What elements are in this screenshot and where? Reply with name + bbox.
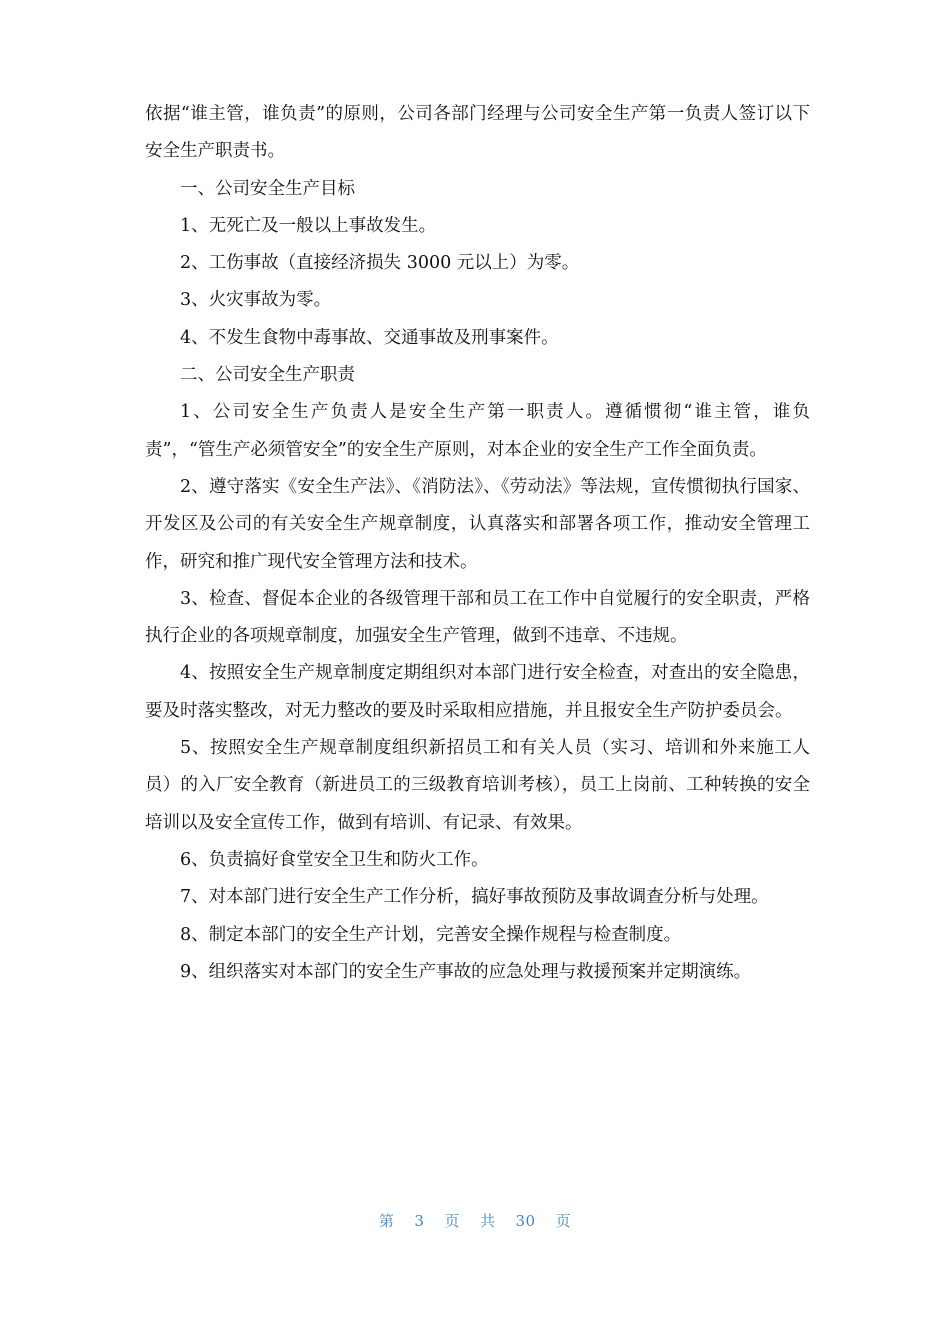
paragraph: 4、不发生食物中毒事故、交通事故及刑事案件。 (180, 327, 559, 348)
total-pages: 30 (515, 1212, 536, 1230)
footer-ye2: 页 (555, 1212, 572, 1230)
section-heading: 一、公司安全生产目标 (180, 178, 355, 199)
footer-gong: 共 (479, 1212, 496, 1230)
paragraph: 6、负责搞好食堂安全卫生和防火工作。 (180, 849, 489, 870)
paragraph: 2、工伤事故（直接经济损失 3000 元以上）为零。 (180, 253, 580, 274)
paragraph: 依据“谁主管，谁负责”的原则，公司各部门经理与公司安全生产第一负责人签订以下安全生产职责书。 (145, 104, 810, 162)
paragraph: 2、遵守落实《安全生产法》、《消防法》、《劳动法》等法规，宣传惯彻执行国家、开发区及公司的有关安全生产规章制度，认真落实和部署各项工作，推动安全管理工作，研究和推广现代安全管理方法和技术。 (145, 476, 810, 572)
paragraph: 7、对本部门进行安全生产工作分析，搞好事故预防及事故调查分析与处理。 (180, 887, 769, 908)
paragraph: 1、无死亡及一般以上事故发生。 (180, 215, 437, 236)
document-body (145, 96, 810, 991)
paragraph: 9、组织落实对本部门的安全生产事故的应急处理与救援预案并定期演练。 (180, 961, 752, 982)
paragraph: 4、按照安全生产规章制度定期组织对本部门进行安全检查，对查出的安全隐患，要及时落实整改，对无力整改的要及时采取相应措施，并且报安全生产防护委员会。 (145, 663, 810, 721)
paragraph: 8、制定本部门的安全生产计划，完善安全操作规程与检查制度。 (180, 924, 682, 945)
section-heading: 二、公司安全生产职责 (180, 365, 355, 386)
paragraph: 3、火灾事故为零。 (180, 290, 332, 311)
page-footer (0, 1210, 950, 1231)
paragraph: 1、公司安全生产负责人是安全生产第一职责人。遵循惯彻“谁主管，谁负责”，“管生产必须管安全”的安全生产原则，对本企业的安全生产工作全面负责。 (145, 402, 810, 460)
footer-ye: 页 (444, 1212, 460, 1230)
page-number: 3 (414, 1212, 425, 1230)
paragraph: 5、按照安全生产规章制度组织新招员工和有关人员（实习、培训和外来施工人员）的入厂安全教育（新进员工的三级教育培训考核），员工上岗前、工种转换的安全培训以及安全宣传工作，做到有培训、有记录、有效果。 (145, 738, 810, 833)
footer-di: 第 (378, 1212, 395, 1230)
paragraph: 3、检查、督促本企业的各级管理干部和员工在工作中自觉履行的安全职责，严格执行企业的各项规章制度，加强安全生产管理，做到不违章、不违规。 (145, 588, 810, 647)
